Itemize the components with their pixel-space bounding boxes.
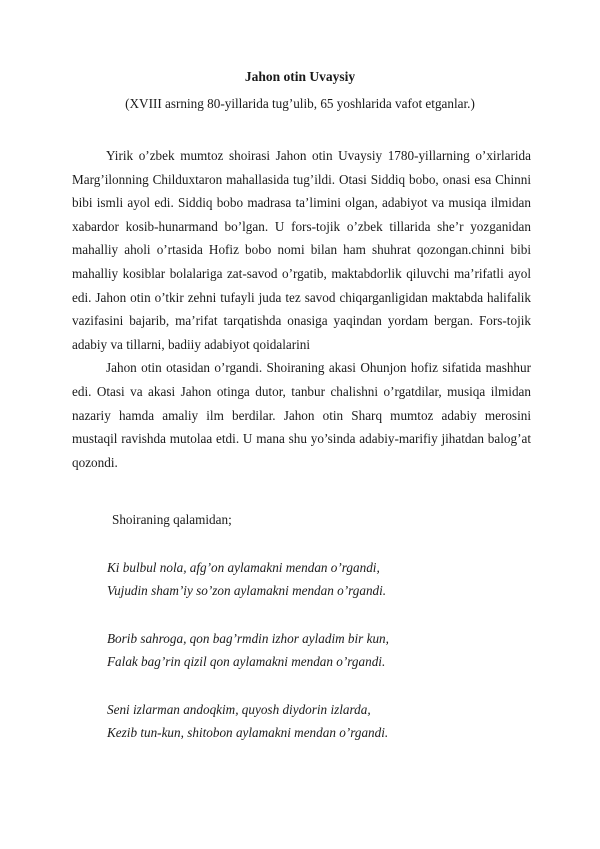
poem-line: Vujudin sham’iy so’zon aylamakni mendan o’rgandi. [107,583,387,599]
document-title: Jahon otin Uvaysiy [244,69,356,84]
poem-stanza-1 [107,556,389,603]
poem-line: Falak bag’rin qizil qon aylamakni mendan o’rgandi. [107,654,386,670]
poem-intro: Shoiraning qalamidan; [112,512,232,527]
poem-line: Kezib tun-kun, shitobon aylamakni mendan o’rgandi. [107,725,389,741]
poem-stanza-3 [107,698,389,745]
poem-line: Borib sahroga, qon bag’rmdin izhor ayladim bir kun, [107,630,389,646]
paragraph-1: Yirik o’zbek mumtoz shoirasi Jahon otin Uvaysiy 1780-yillarning o’xirlarida Marg’ilonning Childuxtaron mahallasida tug’ildi. Otasi Siddiq bobo, onasi esa Chinni bibi ismli ayol edi. Siddiq bobo madrasa ta’limini olgan, adabiyot va musiqa ilmidan xabardor kosib-hunarmand bo’lgan. U fors-tojik o’zbek tillarida she’r yozganidan mahalliy aholi o’rtasida Hofiz bobo nomi bilan ham shuhrat qozongan.chinni bibi mahalliy kosiblar bolalariga zat-savod o’rgatib, maktabdorlik qiluvchi ma’rifatli ayol edi. Jahon otin o’tkir zehni tufayli juda tez savod chiqarganligidan maktabda halifalik vazifasini bajarib, ma’rifat tarqatishda onasiga yaqindan yordam bergan. Fors-tojik adabiy va tillarni, badiiy adabiyot qoidalarini [72,148,531,352]
poem-stanza-2 [107,627,389,674]
document-subtitle: (XVIII asrning 80-yillarida tug’ulib, 65 yoshlarida vafot etganlar.) [125,96,475,111]
paragraph-2: Jahon otin otasidan o’rgandi. Shoiraning akasi Ohunjon hofiz sifatida mashhur edi. Otasi va akasi Jahon otinga dutor, tanbur chalishni o’rgatdilar, musiqa ilmidan nazariy hamda amaliy ilm berdilar. Jahon otin Sharq mumtoz adabiy merosini mustaqil ravishda mutolaa etdi. U mana shu yo’sinda adabiy-marifiy jihatdan balog’at qozondi. [72,360,531,470]
body-text [72,144,531,474]
poem-line: Ki bulbul nola, afg’on aylamakni mendan o’rgandi, [107,560,380,575]
poem [107,556,389,768]
poem-line: Seni izlarman andoqkim, quyosh diydorin izlarda, [107,701,371,717]
